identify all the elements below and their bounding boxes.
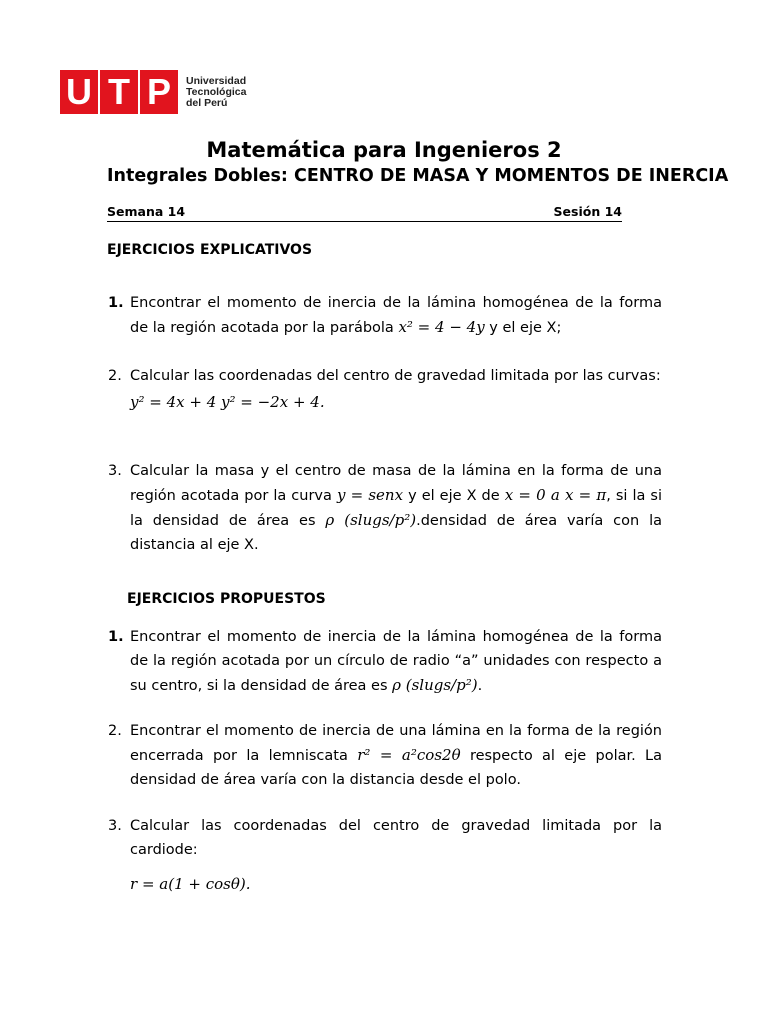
exercise-number: 3. <box>108 818 122 834</box>
exercise-explicativo-3 <box>108 459 662 557</box>
week-session-row <box>107 204 622 222</box>
exercise-propuesto-3 <box>108 814 662 896</box>
logo-university-name <box>186 76 246 109</box>
math-expression: r = a(1 + cosθ). <box>130 875 251 893</box>
math-expression: y = senx <box>336 486 404 504</box>
exercise-propuesto-2 <box>108 719 663 792</box>
exercise-text: Encontrar el momento de inercia de la lámina homogénea de la forma de la región acotada por la parábola <box>130 295 662 336</box>
exercise-text: Encontrar el momento de inercia de la lámina homogénea de la forma de la región acotada por un círculo de radio “a” unidades con respecto a su centro, si la densidad de área es <box>130 629 662 694</box>
exercise-text: . <box>477 678 483 694</box>
section-propuestos-heading: EJERCICIOS PROPUESTOS <box>127 591 326 607</box>
exercise-text: Calcular las coordenadas del centro de gravedad limitada por las curvas: <box>130 368 661 384</box>
logo-letter-t: T <box>100 70 138 114</box>
exercise-text: Encontrar el momento de inercia de una lámina en la forma de la región encerrada por la lemniscata <box>130 723 662 764</box>
exercise-text: .densidad de área varía con la distancia al eje X. <box>130 513 662 553</box>
section-explicativos-heading: EJERCICIOS EXPLICATIVOS <box>107 242 313 258</box>
exercise-explicativo-2 <box>108 364 662 414</box>
math-expression: ρ (slugs/p²) <box>325 511 417 529</box>
math-expression: ρ (slugs/p²) <box>392 676 478 694</box>
document-title: Matemática para Ingenieros 2 <box>206 138 562 162</box>
exercise-number: 3. <box>108 463 122 479</box>
exercise-text: y el eje X; <box>484 320 562 336</box>
exercise-explicativo-1 <box>108 291 662 340</box>
exercise-text: Calcular las coordenadas del centro de gravedad limitada por la cardiode: <box>130 818 662 858</box>
math-expression: y² = 4x + 4 y² = −2x + 4. <box>130 393 325 411</box>
exercise-number: 2. <box>108 723 122 739</box>
exercise-number: 2. <box>108 368 122 384</box>
math-expression: r² = a²cos2θ <box>357 746 461 764</box>
exercise-text: , si la si la densidad de área es <box>130 488 662 529</box>
exercise-number: 1. <box>108 629 124 645</box>
exercise-text: y el eje X de <box>403 488 505 504</box>
logo-letter-p: P <box>140 70 178 114</box>
exercise-text: respecto al eje polar. La densidad de área varía con la distancia desde el polo. <box>130 748 663 788</box>
exercise-number: 1. <box>108 295 124 311</box>
logo-letter-u: U <box>60 70 98 114</box>
document-subtitle: Integrales Dobles: CENTRO DE MASA Y MOMENTOS DE INERCIA <box>107 166 729 186</box>
exercise-propuesto-1 <box>108 625 662 698</box>
logo-line-3: del Perú <box>186 96 228 109</box>
logo-line-1: Universidad <box>186 74 247 87</box>
session-label: Sesión 14 <box>553 204 622 219</box>
utp-logo <box>60 70 246 114</box>
math-expression: x² = 4 − 4y <box>398 318 485 336</box>
exercise-text: Calcular la masa y el centro de masa de la lámina en la forma de una región acotada por la curva <box>130 463 662 504</box>
logo-line-2: Tecnológica <box>186 85 247 98</box>
math-expression: x = 0 a x = π <box>504 486 607 504</box>
week-label: Semana 14 <box>107 204 186 219</box>
